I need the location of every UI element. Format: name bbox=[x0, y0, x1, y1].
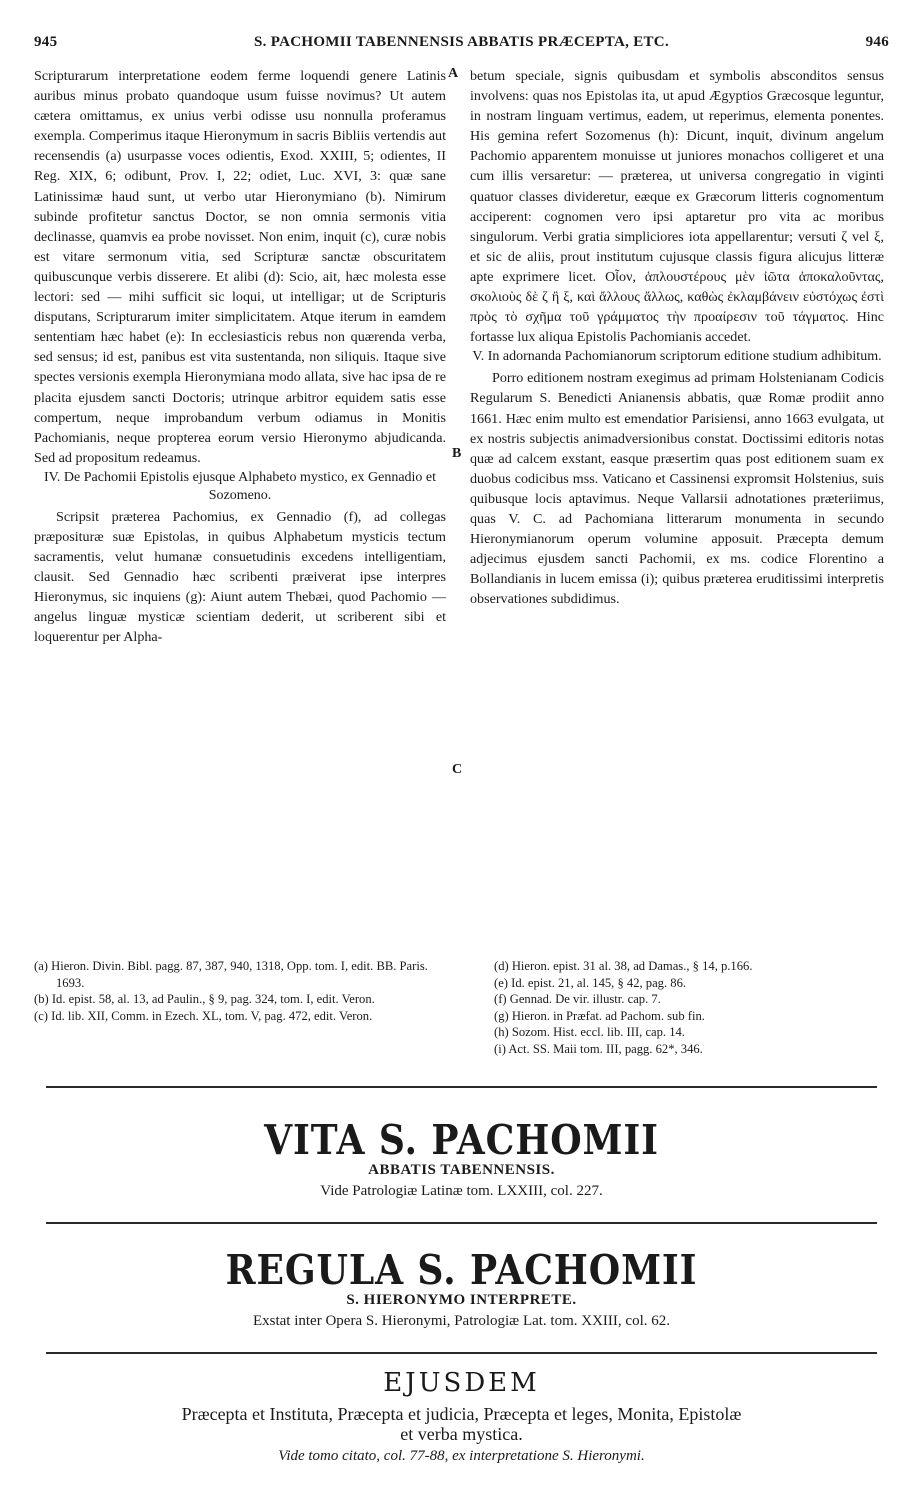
regula-title: REGULA S. PACHOMII bbox=[225, 1246, 698, 1294]
footnote: (h) Sozom. Hist. eccl. lib. III, cap. 14. bbox=[494, 1025, 685, 1039]
footnote: (b) Id. epist. 58, al. 13, ad Paulin., § 9, pag. 324, tom. I, edit. Veron. bbox=[34, 992, 375, 1006]
running-header bbox=[34, 34, 889, 56]
ejusdem-line-2: et verba mystica. bbox=[400, 1424, 523, 1444]
regula-subtitle: S. HIERONYMO INTERPRETE. bbox=[346, 1292, 577, 1308]
left-column bbox=[34, 66, 446, 648]
paragraph: betum speciale, signis quibusdam et symbolis absconditos sensus involvens: quas nos Epistolas ita, ut apud Ægyptios Græcosque leguntur, in nostram linguam vertimus, eadem, ut reperimus, elementa ponentes. His gemina refert Sozomenus (h): Dicunt, inquit, divinum angelum Pachomio apparentem monuisse ut juniores monachos colligeret et una cum illis versaretur: — præterea, ut universa congregatio in viginti quatuor classes divideretur, eæque ex Græcorum litteris cognomentum acciperent: cognomen vero ipsi aptaretur pro vita ac moribus singulorum. Verbi gratia simpliciores iota appellarentur; versuti ζ vel ξ, et sic de aliis, prout institutum cujusque classis figura alicujus litteræ apte exprimere licet. Οἷον, ἁπλουστέρους μὲν ἰῶτα ἀποκαλοῦντας, σκολιοὺς δὲ ζ ἢ ξ, καὶ ἄλλους ἄλλως, καθὼς ἐκλαμβάνειν εὐστόχως ἐστὶ πρὸς τὸ σχῆμα τοῦ γράμματος τὴν προαίρεσιν τοῦ τάγματος. Hinc fortasse lux aliqua Epistolis Pachomianis accedet. bbox=[470, 68, 884, 346]
divider-rule bbox=[46, 1086, 877, 1088]
vita-title: VITA S. PACHOMII bbox=[264, 1116, 659, 1164]
margin-marker-a: A bbox=[448, 66, 459, 81]
footnote: (a) Hieron. Divin. Bibl. pagg. 87, 387, 940, 1318, Opp. tom. I, edit. BB. Paris. 1693. bbox=[34, 959, 428, 990]
right-column bbox=[470, 66, 884, 609]
footnote: (i) Act. SS. Maii tom. III, pagg. 62*, 346. bbox=[494, 1041, 703, 1056]
footnote: (e) Id. epist. 21, al. 145, § 42, pag. 86. bbox=[494, 975, 687, 990]
ejusdem-line-1: Præcepta et Instituta, Præcepta et judicia, Præcepta et leges, Monita, Epistolæ bbox=[181, 1404, 742, 1424]
footnote: (g) Hieron. in Præfat. ad Pachom. sub fin. bbox=[494, 1008, 705, 1023]
footnotes-left bbox=[34, 958, 446, 1024]
section-heading-iv: IV. De Pachomii Epistolis ejusque Alphabeto mystico, ex Gennadio et Sozomeno. bbox=[43, 469, 437, 503]
divider-rule bbox=[46, 1352, 877, 1354]
paragraph: Scripturarum interpretatione eodem ferme loquendi genere Latinis auribus minus probato quandoque usum fuisse novimus? Ut autem cætera omittamus, ex unius verbi odisse usu nonnulla proferamus exempla. Comperimus itaque Hieronymum in sacris Bibliis vertendis aut recensendis (a) usurpasse voces odientis, Exod. XXIII, 5; odientes, II Reg. XIX, 6; odibunt, Prov. I, 22; odiet, Luc. XVI, 3: quæ sane Latinissimæ haud sunt, ut verbo utar Hieronymiano (b). Nimirum subinde profitetur sanctus Doctor, se non omnia sermonis vitia declinasse, quamvis ea probe novisset. Non enim, inquit (c), curæ nobis est vitare sermonum vitia, sed Scripturæ sanctæ obscuritatem quibuscunque verbis disserere. Et alibi (d): Scio, ait, hæc molesta esse lectori: sed — mihi sufficit sic loqui, ut intelligar; ut de Scripturis disputans, Scripturarum imiter simplicitatem. Atque iterum in eamdem sententiam hæc habet (e): In ecclesiasticis rebus non quærenda verba, sed sensus; id est, panibus est vita sustentanda, non siliquis. Itaque sive spectes versionis exempla Hieronymiana modo allata, sive hac ipsa de re placita ejusdem sancti Doctoris; utrinque arbitror equidem satis esse compertum, neque improbandum verbum odiamus in Monitis Pachomianis, neque propterea eorum versio Hieronymo abjudicanda. Sed ad propositum redeamus. bbox=[34, 68, 446, 466]
footnotes-right bbox=[494, 958, 884, 1057]
divider-rule bbox=[46, 1222, 877, 1224]
regula-reference: Exstat inter Opera S. Hieronymi, Patrologiæ Lat. tom. XXIII, col. 62. bbox=[252, 1313, 670, 1329]
running-title: S. PACHOMII TABENNENSIS ABBATIS PRÆCEPTA, ETC. bbox=[254, 34, 669, 50]
page-number-right: 946 bbox=[865, 34, 889, 50]
paragraph: Scripsit præterea Pachomius, ex Gennadio (f), ad collegas præposituræ suæ Epistolas, in quibus Alphabetum mysticis tectum sacramentis, velut humanæ consuetudinis excedens intelligentiam, clausit. Sed Gennadio hæc scribenti præiverat ipse interpres Hieronymus, sic inquiens (g): Aiunt autem Thebæi, quod Pachomio — angelus linguæ mysticæ scientiam dederit, ut scriberent sibi et loquerentur per Alpha- bbox=[34, 508, 446, 646]
margin-marker-c: C bbox=[452, 762, 463, 777]
paragraph: Porro editionem nostram exegimus ad primam Holstenianam Codicis Regularum S. Benedicti Anianensis abbatis, quæ Romæ prodiit anno 1661. Hæc enim multo est emendatior Parisiensi, anno 1663 evulgata, ut ex nostris subjectis animadversionibus constat. Doctissimi editoris notas quæ ad calcem exstant, easque præsertim quas post editionem suam ex duobus codicibus mss. Vaticano et Cassinensi expromsit Holstenius, suis quibusque locis aptavimus. Neque Vallarsii adnotationes præteriimus, quas V. C. ad Pachomiana litterarum monumenta in secundo Hieronymianorum operum volumine apposuit. Præcepta demum adjecimus ejusdem sancti Pachomii, ex ms. codice Florentino a Bollandianis in lucem emissa (i); quibus præterea eruditissimi interpretis observationes subdidimus. bbox=[470, 370, 884, 608]
page-number-left: 945 bbox=[34, 34, 58, 50]
vita-reference: Vide Patrologiæ Latinæ tom. LXXIII, col. 227. bbox=[320, 1183, 603, 1199]
ejusdem-title: EJUSDEM bbox=[383, 1368, 540, 1398]
footnote: (f) Gennad. De vir. illustr. cap. 7. bbox=[494, 992, 661, 1006]
footnote: (d) Hieron. epist. 31 al. 38, ad Damas., § 14, p.166. bbox=[494, 959, 753, 973]
vita-subtitle: ABBATIS TABENNENSIS. bbox=[368, 1162, 555, 1178]
ejusdem-reference: Vide tomo citato, col. 77-88, ex interpretatione S. Hieronymi. bbox=[278, 1448, 645, 1464]
footnote: (c) Id. lib. XII, Comm. in Ezech. XL, tom. V, pag. 472, edit. Veron. bbox=[34, 1008, 373, 1023]
margin-marker-b: B bbox=[452, 446, 462, 461]
section-heading-v: V. In adornanda Pachomianorum scriptorum editione studium adhibitum. bbox=[472, 349, 882, 365]
